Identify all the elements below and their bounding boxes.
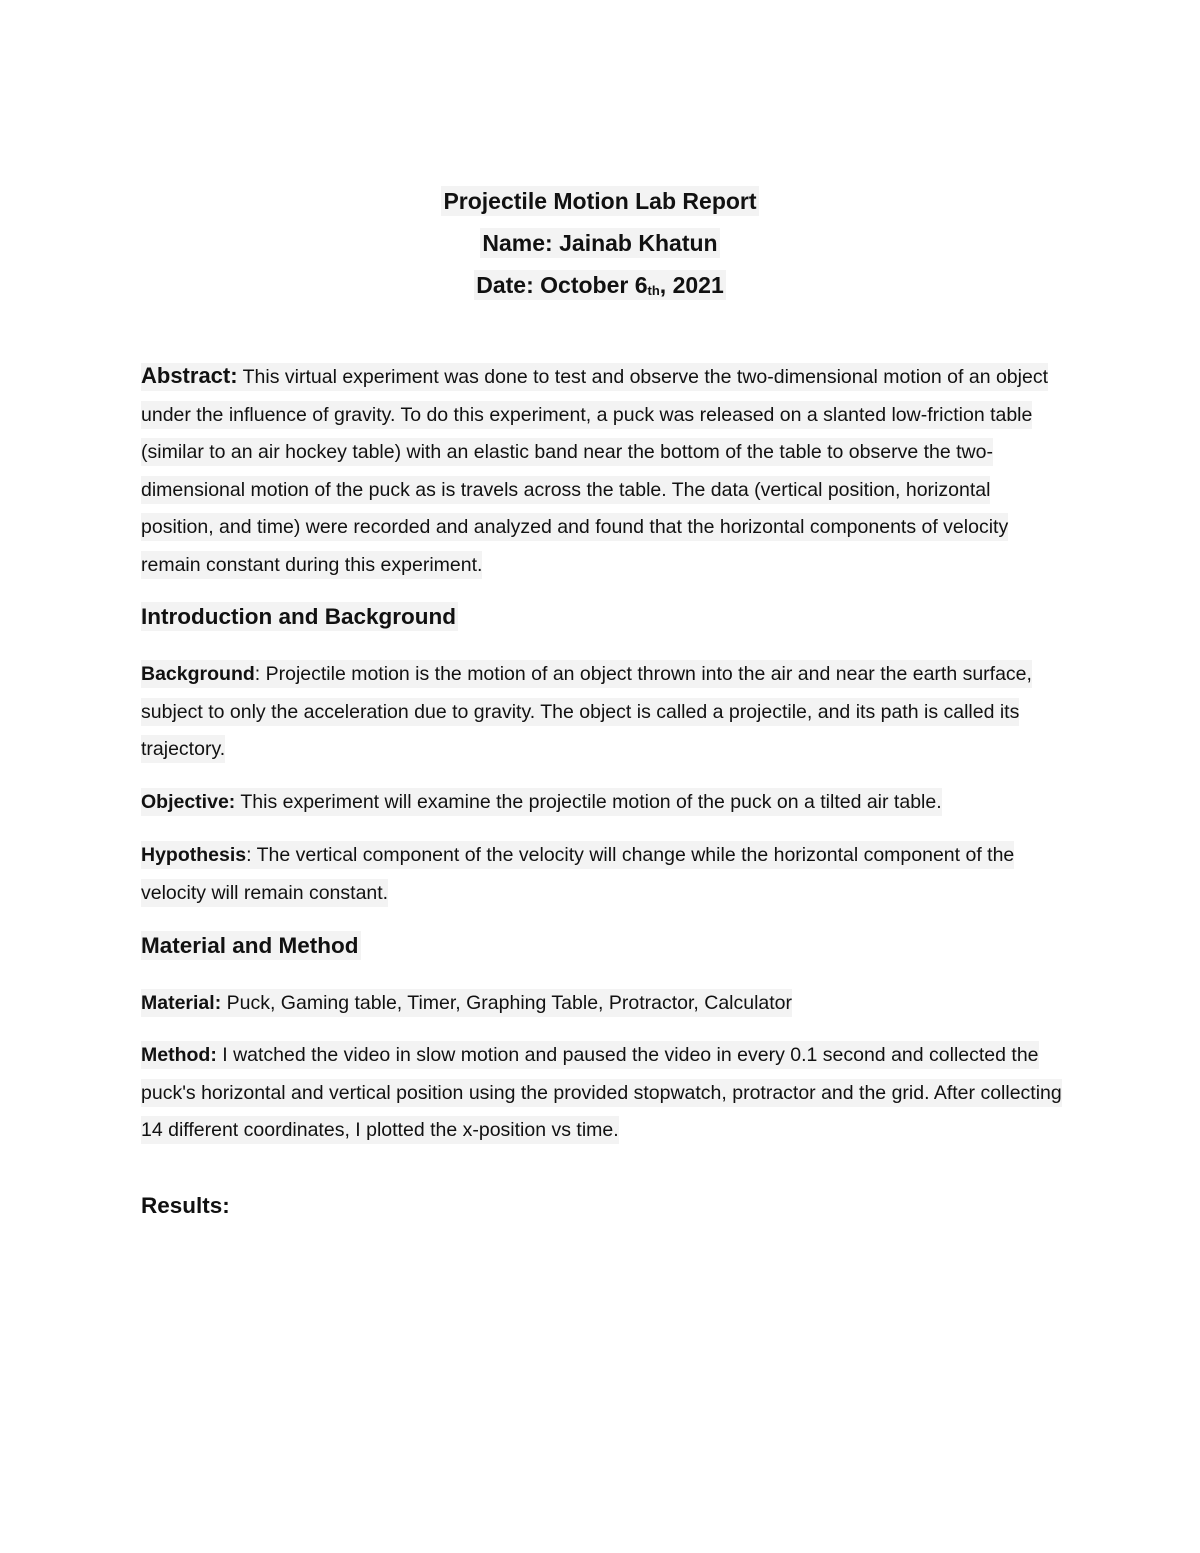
results-heading: Results: xyxy=(141,1193,230,1218)
date-line xyxy=(0,272,1200,299)
author-line xyxy=(0,230,1200,257)
abstract-paragraph xyxy=(141,357,1066,584)
material-text: Puck, Gaming table, Timer, Graphing Table, Protractor, Calculator xyxy=(221,992,793,1014)
report-title: Projectile Motion Lab Report xyxy=(443,188,757,214)
method-text: I watched the video in slow motion and paused the video in every 0.1 second and collected the puck's horizontal and vertical position using the provided stopwatch, protractor and the grid. After collecting 14 different coordinates, I plotted the x-position vs time. xyxy=(141,1044,1062,1141)
background-text: : Projectile motion is the motion of an object thrown into the air and near the earth surface, subject to only the acceleration due to gravity. The object is called a projectile, and its path is called its trajectory. xyxy=(141,663,1032,760)
hypothesis-text: : The vertical component of the velocity will change while the horizontal component of the velocity will remain constant. xyxy=(141,844,1015,904)
author-name: Jainab Khatun xyxy=(559,230,718,256)
intro-heading: Introduction and Background xyxy=(141,604,456,629)
objective-paragraph xyxy=(141,784,1066,822)
material-label: Material: xyxy=(141,992,222,1014)
hypothesis-paragraph xyxy=(141,837,1066,912)
abstract-text: This virtual experiment was done to test and observe the two-dimensional motion of an object under the influence of gravity. To do this experiment, a puck was released on a slanted low-friction table (similar to an air hockey table) with an elastic band near the bottom of the table to observe the two-dimensional motion of the puck as is travels across the table. The data (vertical position, horizontal position, and time) were recorded and analyzed and found that the horizontal components of velocity remain constant during this experiment. xyxy=(141,366,1048,576)
name-label: Name: xyxy=(482,230,553,256)
material-paragraph xyxy=(141,985,1066,1023)
objective-label: Objective: xyxy=(141,791,236,813)
date-label: Date: xyxy=(476,272,534,298)
method-label: Method: xyxy=(141,1044,217,1066)
background-label: Background xyxy=(141,663,255,685)
date-value: October $6_{th}$, 2021 xyxy=(540,272,724,298)
materials-heading: Material and Method xyxy=(141,933,359,958)
hypothesis-label: Hypothesis xyxy=(141,844,247,866)
method-paragraph xyxy=(141,1037,1066,1150)
objective-text: This experiment will examine the projectile motion of the puck on a tilted air table. xyxy=(235,791,942,813)
background-paragraph xyxy=(141,656,1066,769)
abstract-label: Abstract: xyxy=(141,363,238,388)
